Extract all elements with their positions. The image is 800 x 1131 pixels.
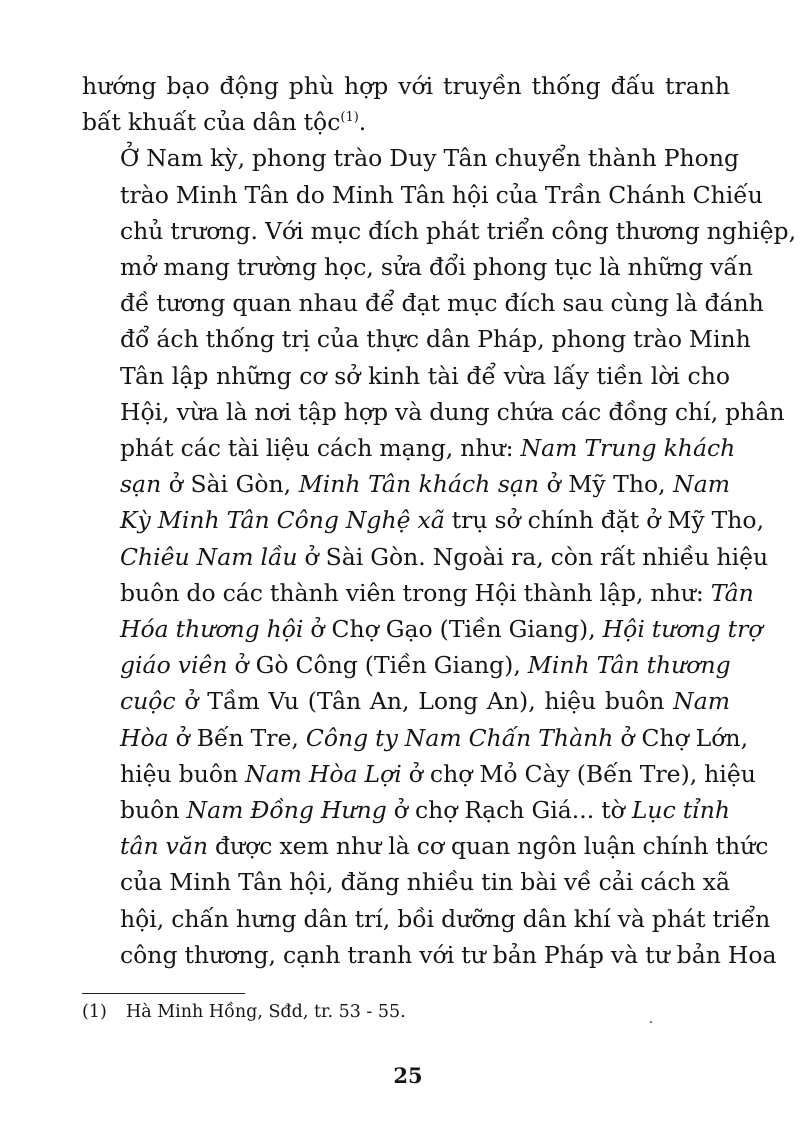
italic-title: Chiêu Nam lầu xyxy=(120,542,298,571)
text-run: phát các tài liệu cách mạng, như: xyxy=(120,434,521,463)
scan-speck xyxy=(650,1021,652,1023)
text-run: trào Minh Tân do Minh Tân hội của Trần Chánh Chiếu xyxy=(120,180,763,209)
text-run: ở chợ Mỏ Cày (Bến Tre), hiệu xyxy=(401,759,756,788)
italic-title: tân văn xyxy=(120,832,208,861)
text-run: Hội, vừa là nơi tập hợp và dung chứa các đồng chí, phân xyxy=(120,397,785,426)
text-run: ở Chợ Gạo (Tiền Giang), xyxy=(303,615,603,644)
text-line xyxy=(82,502,765,538)
text-run: ở chợ Rạch Giá... tờ xyxy=(386,796,632,825)
text-run: trụ sở chính đặt ở Mỹ Tho, xyxy=(444,506,765,535)
italic-title: Nam Hòa Lợi xyxy=(245,759,402,788)
text-run: Ở Nam kỳ, phong trào Duy Tân chuyển thành Phong xyxy=(120,144,740,173)
text-run: hiệu buôn xyxy=(120,759,246,788)
italic-title: Nam xyxy=(673,470,730,499)
italic-title: Hóa thương hội xyxy=(120,615,304,644)
text-run: mở mang trường học, sửa đổi phong tục là những vấn xyxy=(120,253,753,282)
italic-title: Minh Tân khách sạn xyxy=(298,470,540,499)
text-line xyxy=(82,575,754,611)
text-run: buôn do các thành viên trong Hội thành lập, như: xyxy=(120,578,711,607)
italic-title: Tân xyxy=(710,578,754,607)
body-text xyxy=(82,68,797,973)
text-line xyxy=(82,394,785,430)
text-line xyxy=(82,466,730,502)
text-run: ở Tầm Vu (Tân An, Long An), hiệu buôn xyxy=(175,687,674,716)
footnote xyxy=(82,1000,722,1024)
italic-title: Nam Đồng Hưng xyxy=(186,796,387,825)
text-line xyxy=(82,901,771,937)
italic-title: cuộc xyxy=(120,687,176,716)
text-run: . xyxy=(358,108,367,137)
text-line xyxy=(82,177,763,213)
text-line xyxy=(82,321,751,357)
text-run: đổ ách thống trị của thực dân Pháp, phong trào Minh xyxy=(120,325,751,354)
text-line xyxy=(82,683,730,719)
text-line xyxy=(82,140,740,176)
text-run: chủ trương. Với mục đích phát triển công thương nghiệp, xyxy=(120,216,797,245)
text-line xyxy=(82,430,736,466)
text-run: đề tương quan nhau để đạt mục đích sau cùng là đánh xyxy=(120,289,764,318)
text-line xyxy=(82,68,730,104)
text-run: ở Bến Tre, xyxy=(168,723,306,752)
italic-title: Hội tương trợ xyxy=(602,615,763,644)
text-line xyxy=(82,756,756,792)
text-run: hướng bạo động phù hợp với truyền thống đấu tranh xyxy=(82,72,730,100)
text-run: ở Gò Công (Tiền Giang), xyxy=(227,651,528,680)
text-line xyxy=(82,358,730,394)
footnote-reference: (1) xyxy=(340,110,359,126)
text-line xyxy=(82,213,797,249)
paragraph xyxy=(82,140,797,973)
page-number: 25 xyxy=(393,1063,423,1088)
italic-title: giáo viên xyxy=(120,651,228,680)
text-run: được xem như là cơ quan ngôn luận chính thức xyxy=(207,832,769,861)
text-run: ở Chợ Lớn, xyxy=(613,723,749,752)
text-run: hội, chấn hưng dân trí, bồi dưỡng dân khí và phát triển xyxy=(120,904,771,933)
text-run: công thương, cạnh tranh với tư bản Pháp và tư bản Hoa xyxy=(120,940,777,969)
text-run: ở Sài Gòn, xyxy=(161,470,299,499)
italic-title: Minh Tân thương xyxy=(527,651,731,680)
text-line xyxy=(82,864,730,900)
text-run: Tân lập những cơ sở kinh tài để vừa lấy tiền lời cho xyxy=(120,361,730,390)
text-line xyxy=(82,647,730,683)
footnote-number: (1) xyxy=(82,1002,107,1022)
footnote-text: Hà Minh Hồng, Sđd, tr. 53 - 55. xyxy=(126,1002,406,1022)
italic-title: Công ty Nam Chấn Thành xyxy=(305,723,614,752)
text-line xyxy=(82,249,753,285)
italic-title: Nam Trung khách xyxy=(520,434,736,463)
text-run: ở Mỹ Tho, xyxy=(539,470,674,499)
text-line xyxy=(82,828,769,864)
italic-title: Lục tỉnh xyxy=(631,796,730,825)
italic-title: sạn xyxy=(120,470,162,499)
footnote-divider xyxy=(82,993,245,994)
text-line xyxy=(82,792,730,828)
text-line xyxy=(82,104,730,140)
italic-title: Nam xyxy=(673,687,730,716)
italic-title: Hòa xyxy=(120,723,169,752)
text-line xyxy=(82,539,769,575)
text-run: buôn xyxy=(120,796,187,825)
italic-title: Kỳ Minh Tân Công Nghệ xã xyxy=(120,506,445,535)
paragraph xyxy=(82,68,730,140)
text-line xyxy=(82,720,749,756)
text-run: ở Sài Gòn. Ngoài ra, còn rất nhiều hiệu xyxy=(297,542,769,571)
text-run: bất khuất của dân tộc xyxy=(82,108,341,137)
text-line xyxy=(82,937,777,973)
text-line xyxy=(82,285,764,321)
text-line xyxy=(82,611,763,647)
text-run: của Minh Tân hội, đăng nhiều tin bài về cải cách xã xyxy=(120,868,730,897)
